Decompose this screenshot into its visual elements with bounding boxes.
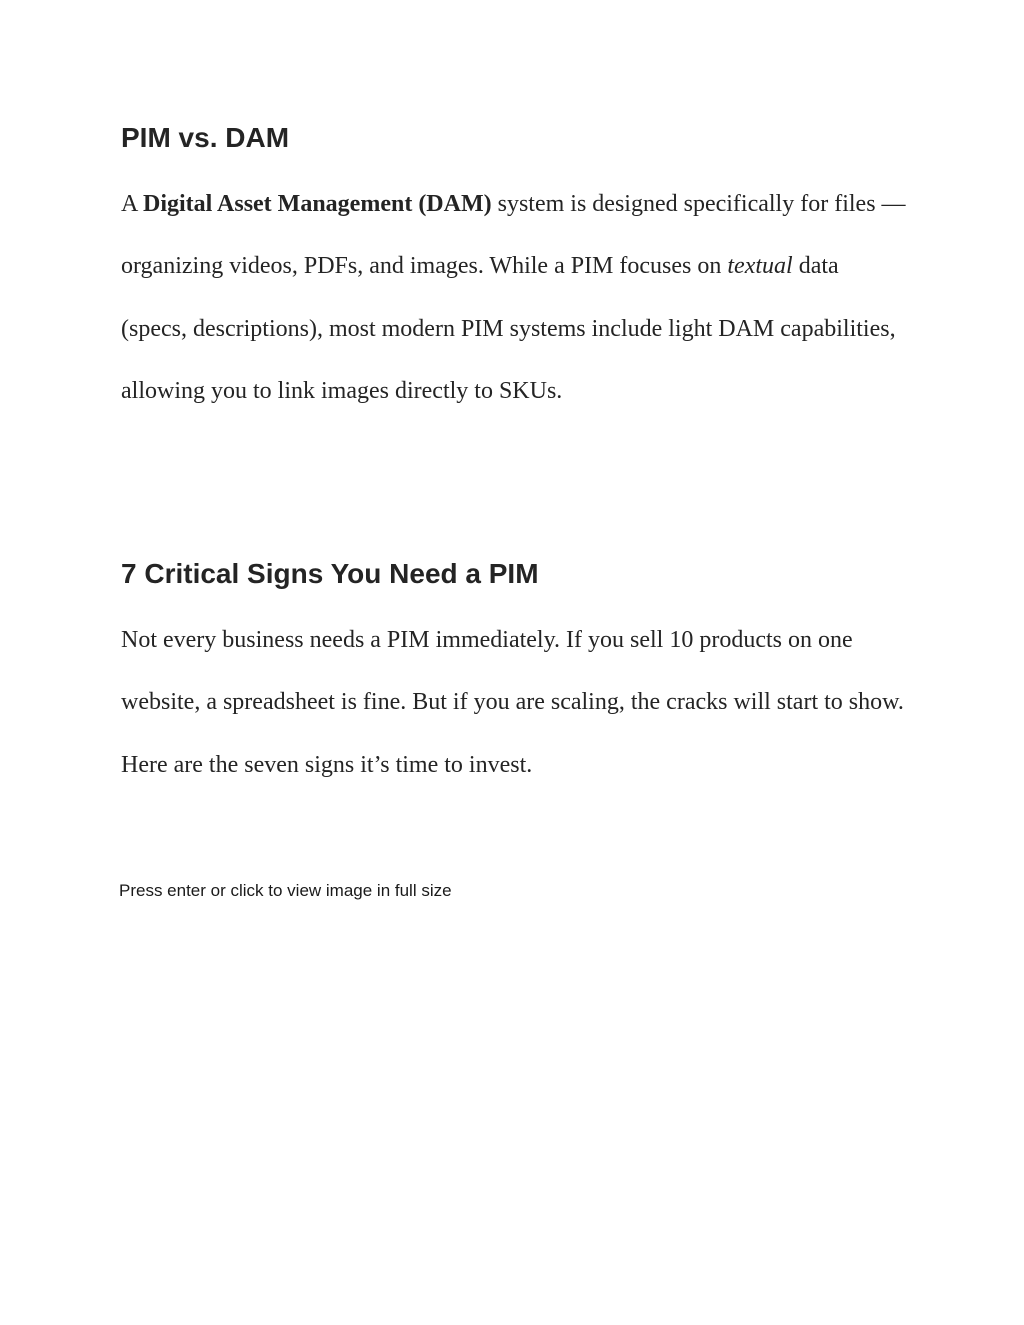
dam-term-bold: Digital Asset Management (DAM) bbox=[143, 191, 492, 217]
section-heading-pim-vs-dam: PIM vs. DAM bbox=[121, 122, 290, 153]
paragraph-text-prefix: A bbox=[121, 191, 144, 217]
view-image-full-size-link[interactable]: Press enter or click to view image in full size bbox=[119, 881, 452, 900]
paragraph-dam-definition bbox=[121, 173, 906, 422]
paragraph-signs-intro: Not every business needs a PIM immediately. If you sell 10 products on one website, a spreadsheet is fine. But if you are scaling, the cracks will start to show. Here are the seven signs it’s time to invest. bbox=[121, 627, 904, 778]
paragraph-text-suffix: data (specs, descriptions), most modern PIM systems include light DAM capabilities, allowing you to link images directly to SKUs. bbox=[121, 253, 896, 404]
section-heading-critical-signs: 7 Critical Signs You Need a PIM bbox=[121, 558, 539, 589]
paragraph-text-mid: system is designed specifically for files — organizing videos, PDFs, and images. While a PIM focuses on bbox=[121, 191, 906, 280]
textual-emphasis: textual bbox=[727, 253, 793, 280]
